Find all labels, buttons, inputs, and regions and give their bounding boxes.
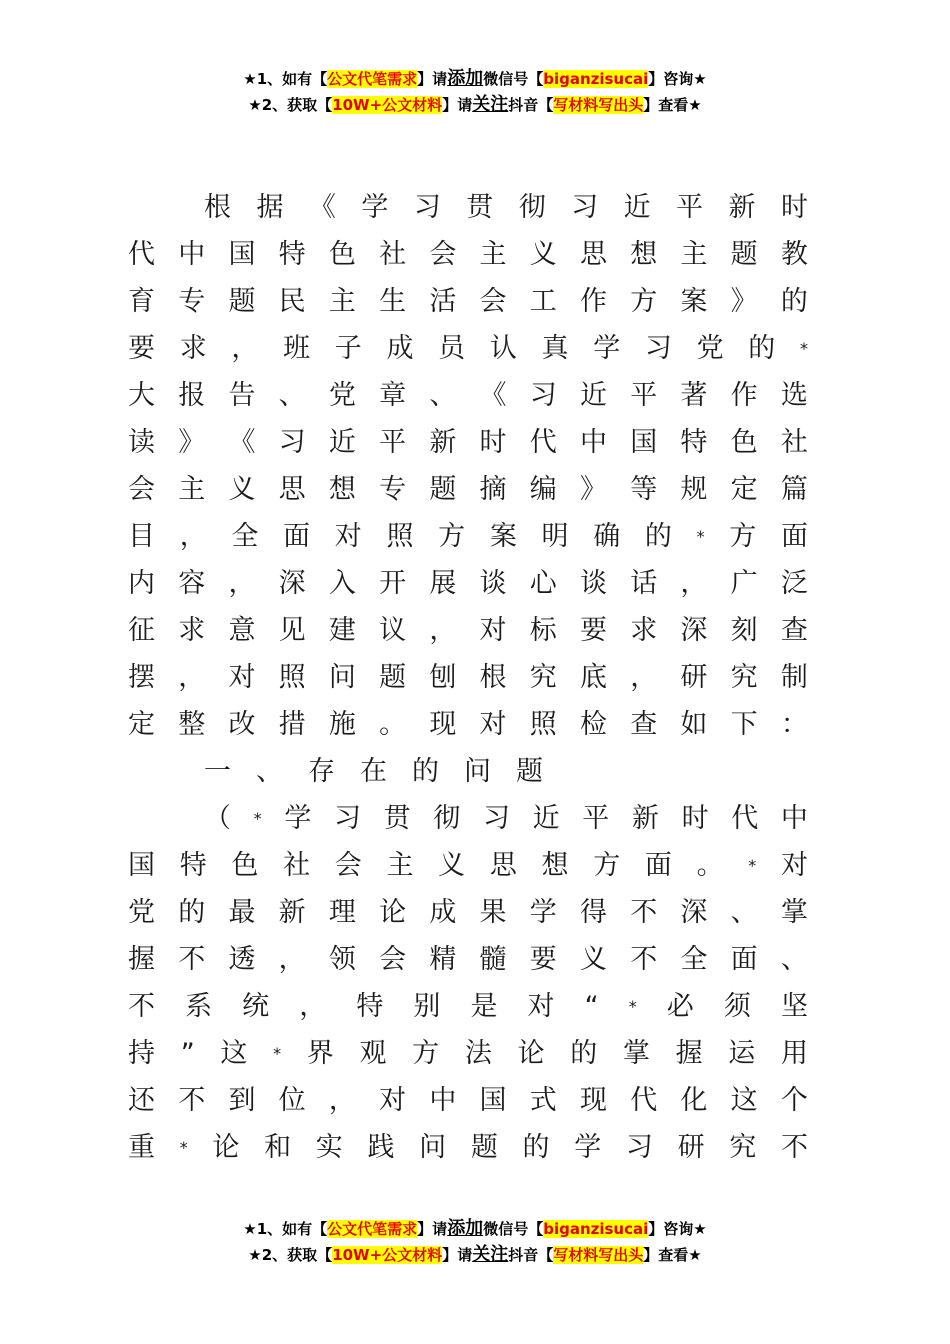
body-line: 读 》 《 习 近 平 新 时 代 中 国 特 色 社	[128, 427, 808, 458]
banner-text: 】请	[417, 1220, 448, 1238]
header-banner	[0, 66, 950, 118]
banner-text: ★2、获取【	[248, 96, 333, 114]
emphasis-follow: 关注	[472, 1244, 509, 1265]
highlight-wechat-id: biganzisucai	[543, 70, 649, 88]
highlight-wechat-id: biganzisucai	[543, 1220, 649, 1238]
banner-text: 】咨询★	[648, 1220, 707, 1238]
highlight-douyin-name: 写材料写出头	[553, 1246, 644, 1264]
body-line: 育 专 题 民 主 生 活 会 工 作 方 案 》 的	[128, 286, 808, 317]
emphasis-add: 添加	[447, 68, 484, 89]
highlight-douyin-name: 写材料写出头	[553, 96, 644, 114]
body-line: 征 求 意 见 建 议 ， 对 标 要 求 深 刻 查	[128, 615, 808, 646]
document-body	[128, 184, 808, 1171]
body-line: 要 求 ， 班 子 成 员 认 真 学 习 党 的 *	[128, 333, 808, 364]
body-line: 国 特 色 社 会 主 义 思 想 方 面 。 * 对	[128, 850, 808, 881]
banner-line-2	[0, 92, 950, 118]
banner-text: 】咨询★	[648, 70, 707, 88]
body-line: 党 的 最 新 理 论 成 果 学 得 不 深 、 掌	[128, 897, 808, 928]
highlight-materials: 10W+公文材料	[332, 96, 443, 114]
highlight-materials: 10W+公文材料	[332, 1246, 443, 1264]
banner-text: 】请	[442, 96, 473, 114]
body-line: （ * 学 习 贯 彻 习 近 平 新 时 代 中	[204, 803, 808, 834]
body-line: 内 容 ， 深 入 开 展 谈 心 谈 话 ， 广 泛	[128, 568, 808, 599]
banner-line-1	[0, 66, 950, 92]
banner-text: 】查看★	[643, 96, 702, 114]
body-line: 定 整 改 措 施 。 现 对 照 检 查 如 下 ：	[128, 709, 808, 740]
emphasis-add: 添加	[447, 1218, 484, 1239]
body-line: 大 报 告 、 党 章 、 《 习 近 平 著 作 选	[128, 380, 808, 411]
body-line: 重 * 论 和 实 践 问 题 的 学 习 研 究 不	[128, 1132, 808, 1163]
body-line: 会 主 义 思 想 专 题 摘 编 》 等 规 定 篇	[128, 474, 808, 505]
banner-text: 抖音【	[508, 96, 554, 114]
banner-line-2	[0, 1242, 950, 1268]
body-line: 根 据 《 学 习 贯 彻 习 近 平 新 时	[204, 192, 808, 223]
banner-line-1	[0, 1216, 950, 1242]
body-line: 不 系 统 ， 特 别 是 对 “ * 必 须 坚	[128, 991, 808, 1022]
banner-text: ★1、如有【	[243, 1220, 328, 1238]
banner-text: 微信号【	[483, 70, 544, 88]
body-line: 握 不 透 ， 领 会 精 髓 要 义 不 全 面 、	[128, 944, 808, 975]
body-line: 持 ” 这 * 界 观 方 法 论 的 掌 握 运 用	[128, 1038, 808, 1069]
highlight-service: 公文代笔需求	[327, 70, 418, 88]
section-heading: 一 、 存 在 的 问 题	[204, 756, 543, 787]
banner-text: ★2、获取【	[248, 1246, 333, 1264]
banner-text: 】请	[442, 1246, 473, 1264]
banner-text: 抖音【	[508, 1246, 554, 1264]
emphasis-follow: 关注	[472, 94, 509, 115]
banner-text: ★1、如有【	[243, 70, 328, 88]
banner-text: 】查看★	[643, 1246, 702, 1264]
banner-text: 】请	[417, 70, 448, 88]
body-line: 代 中 国 特 色 社 会 主 义 思 想 主 题 教	[128, 239, 808, 270]
body-line: 还 不 到 位 ， 对 中 国 式 现 代 化 这 个	[128, 1085, 808, 1116]
footer-banner	[0, 1216, 950, 1268]
highlight-service: 公文代笔需求	[327, 1220, 418, 1238]
body-line: 摆 ， 对 照 问 题 刨 根 究 底 ， 研 究 制	[128, 662, 808, 693]
banner-text: 微信号【	[483, 1220, 544, 1238]
body-line: 目 ， 全 面 对 照 方 案 明 确 的 * 方 面	[128, 521, 808, 552]
